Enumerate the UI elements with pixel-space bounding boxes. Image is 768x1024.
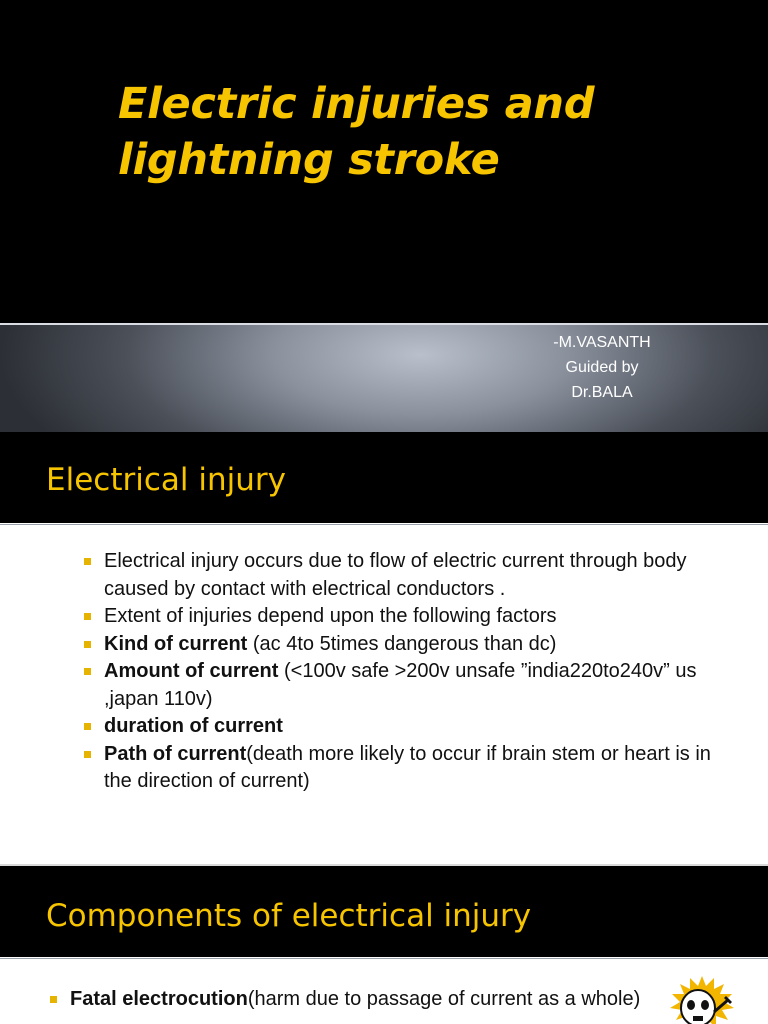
guide-name: Dr.BALA bbox=[571, 384, 633, 401]
bullet-text: Electrical injury occurs due to flow of electric current through body caused by contact with electrical conductors . bbox=[104, 550, 687, 600]
slide-title-line2: lightning stroke bbox=[118, 135, 500, 185]
bullet-bold-text: Path of current bbox=[104, 742, 247, 765]
bullet-list bbox=[50, 986, 650, 1014]
header-divider bbox=[0, 958, 768, 959]
slide-title-line1: Electric injuries and bbox=[118, 79, 595, 129]
slide-heading: Components of electrical injury bbox=[46, 898, 532, 934]
bullet-square-icon bbox=[84, 751, 91, 758]
bullet-square-icon bbox=[84, 558, 91, 565]
bullet-bold-text: Amount of current bbox=[104, 660, 279, 682]
bullet-square-icon bbox=[50, 996, 57, 1003]
bullet-item bbox=[84, 713, 744, 741]
bullet-bold-text: Fatal electrocution bbox=[70, 988, 248, 1010]
title-slide bbox=[0, 0, 768, 432]
guided-by-label: Guided by bbox=[565, 359, 639, 376]
bullet-item bbox=[84, 603, 744, 631]
skull-icon bbox=[662, 972, 742, 1024]
bullet-square-icon bbox=[84, 723, 91, 730]
bullet-square-icon bbox=[84, 613, 91, 620]
bullet-item bbox=[84, 658, 744, 713]
bullet-text: (harm due to passage of current as a whole) bbox=[247, 988, 641, 1010]
header-divider bbox=[0, 524, 768, 525]
bullet-text: (ac 4to 5times dangerous than dc) bbox=[247, 632, 557, 655]
bullet-item bbox=[50, 986, 650, 1014]
bullet-item bbox=[84, 631, 744, 659]
bullet-text: (<100v safe >200v unsafe ”india220to240v” us ,japan 110v) bbox=[104, 660, 697, 710]
electrical-injury-slide bbox=[0, 432, 768, 864]
components-slide bbox=[0, 866, 768, 1024]
bullet-list bbox=[84, 548, 744, 796]
slide-title bbox=[118, 76, 738, 188]
bullet-item bbox=[84, 741, 744, 796]
slide-heading: Electrical injury bbox=[46, 462, 286, 498]
bullet-item bbox=[84, 548, 744, 603]
bullet-text: Extent of injuries depend upon the following factors bbox=[104, 605, 557, 627]
bullet-bold-text: Kind of current bbox=[104, 632, 248, 655]
bullet-square-icon bbox=[84, 668, 91, 675]
author-name: -M.VASANTH bbox=[553, 334, 651, 351]
bullet-square-icon bbox=[84, 641, 91, 648]
bullet-text: (death more likely to occur if brain stem or heart is in the direction of current) bbox=[104, 742, 711, 792]
author-block bbox=[500, 330, 704, 405]
bullet-bold-text: duration of current bbox=[104, 715, 283, 737]
